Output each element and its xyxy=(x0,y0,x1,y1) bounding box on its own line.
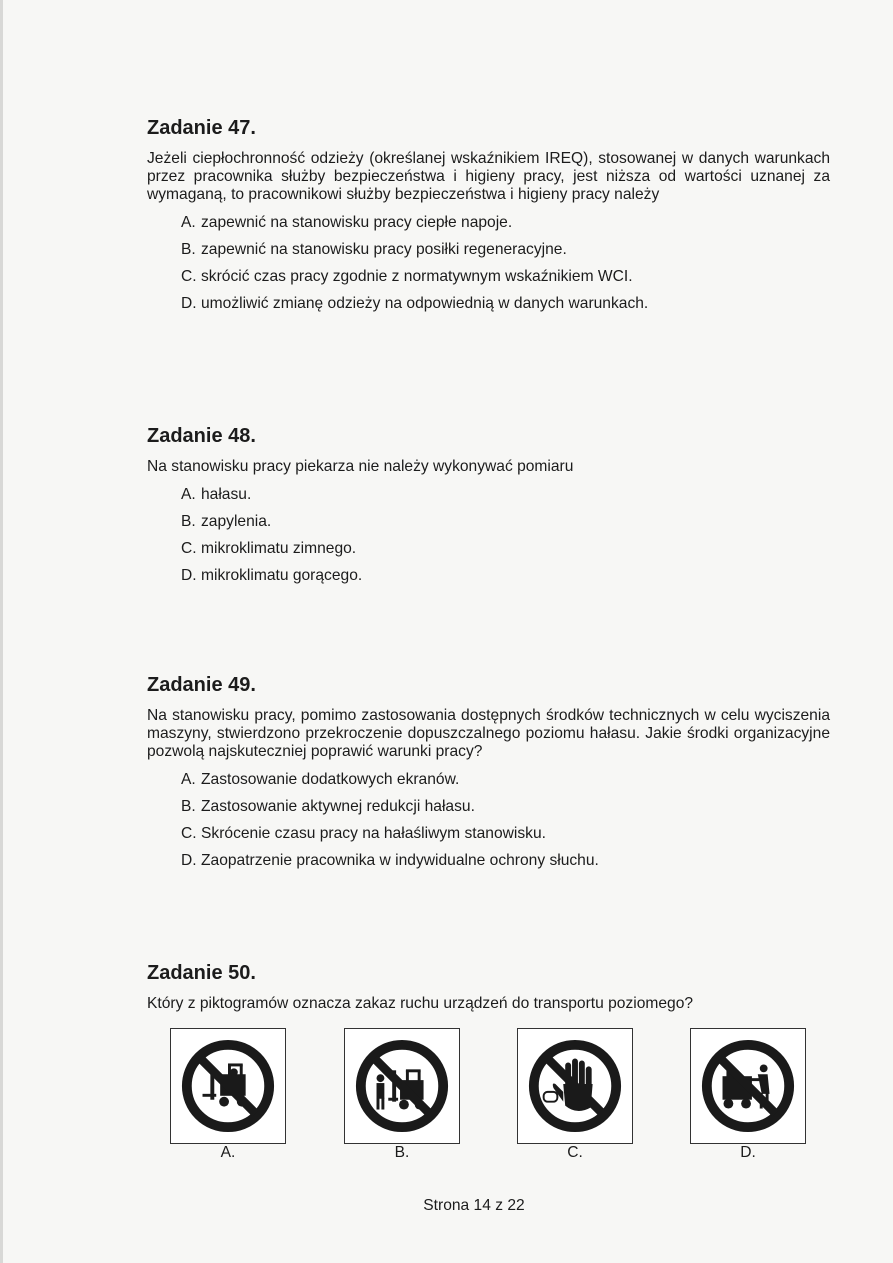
answer-option[interactable]: B. zapylenia. xyxy=(181,513,272,530)
pictogram-d[interactable] xyxy=(690,1028,806,1144)
pictogram-label: B. xyxy=(394,1144,410,1161)
task-title: Zadanie 50. xyxy=(147,962,256,984)
pictogram-label: A. xyxy=(220,1144,236,1161)
answer-option[interactable]: D. Zaopatrzenie pracownika w indywidualne ochrony słuchu. xyxy=(181,852,599,869)
no-forklift-pedestrian-icon xyxy=(353,1037,451,1135)
do-not-touch-icon xyxy=(526,1037,624,1135)
task-question: Który z piktogramów oznacza zakaz ruchu urządzeń do transportu poziomego? xyxy=(147,995,694,1012)
task-50 xyxy=(147,962,830,1013)
answer-option[interactable]: C. skrócić czas pracy zgodnie z normatywnym wskaźnikiem WCI. xyxy=(181,268,633,285)
task-title: Zadanie 48. xyxy=(147,425,256,447)
answer-options xyxy=(147,214,830,313)
answer-option[interactable]: C. mikroklimatu zimnego. xyxy=(181,540,357,557)
pictogram-b[interactable] xyxy=(344,1028,460,1144)
pictogram-options xyxy=(170,1028,810,1168)
no-pushing-cart-icon xyxy=(699,1037,797,1135)
task-title: Zadanie 49. xyxy=(147,674,256,696)
answer-option[interactable]: A. hałasu. xyxy=(181,486,252,503)
answer-option[interactable]: D. umożliwić zmianę odzieży na odpowiednią w danych warunkach. xyxy=(181,295,649,312)
task-49 xyxy=(147,674,830,879)
answer-options xyxy=(147,486,830,585)
pictogram-c[interactable] xyxy=(517,1028,633,1144)
task-question: Na stanowisku pracy, pomimo zastosowania dostępnych środków technicznych w celu wyciszenia maszyny, stwierdzono przekroczenie dopuszczalnego poziomu hałasu. Jakie środki organizacyjne pozwolą najskuteczniej poprawić warunki pracy? xyxy=(147,707,830,760)
answer-option[interactable]: C. Skrócenie czasu pracy na hałaśliwym stanowisku. xyxy=(181,825,546,842)
task-question: Na stanowisku pracy piekarza nie należy wykonywać pomiaru xyxy=(147,458,574,475)
answer-option[interactable]: A. zapewnić na stanowisku pracy ciepłe napoje. xyxy=(181,214,513,231)
answer-option[interactable]: B. zapewnić na stanowisku pracy posiłki regeneracyjne. xyxy=(181,241,567,258)
page-number: Strona 14 z 22 xyxy=(423,1197,525,1214)
pictogram-a[interactable] xyxy=(170,1028,286,1144)
page-edge xyxy=(0,0,3,1263)
answer-option[interactable]: A. Zastosowanie dodatkowych ekranów. xyxy=(181,771,460,788)
no-forklift-icon xyxy=(179,1037,277,1135)
answer-option[interactable]: D. mikroklimatu gorącego. xyxy=(181,567,363,584)
answer-options xyxy=(147,771,830,870)
task-48 xyxy=(147,425,830,594)
task-question: Jeżeli ciepłochronność odzieży (określanej wskaźnikiem IREQ), stosowanej w danych warunkach przez pracownika służby bezpieczeństwa i higieny pracy, jest niższa od wartości uznanej za wymaganą, to pracownikowi służby bezpieczeństwa i higieny pracy należy xyxy=(147,150,830,203)
pictogram-label: D. xyxy=(740,1144,756,1161)
task-title: Zadanie 47. xyxy=(147,117,256,139)
answer-option[interactable]: B. Zastosowanie aktywnej redukcji hałasu. xyxy=(181,798,475,815)
task-47 xyxy=(147,117,830,322)
pictogram-label: C. xyxy=(567,1144,583,1161)
